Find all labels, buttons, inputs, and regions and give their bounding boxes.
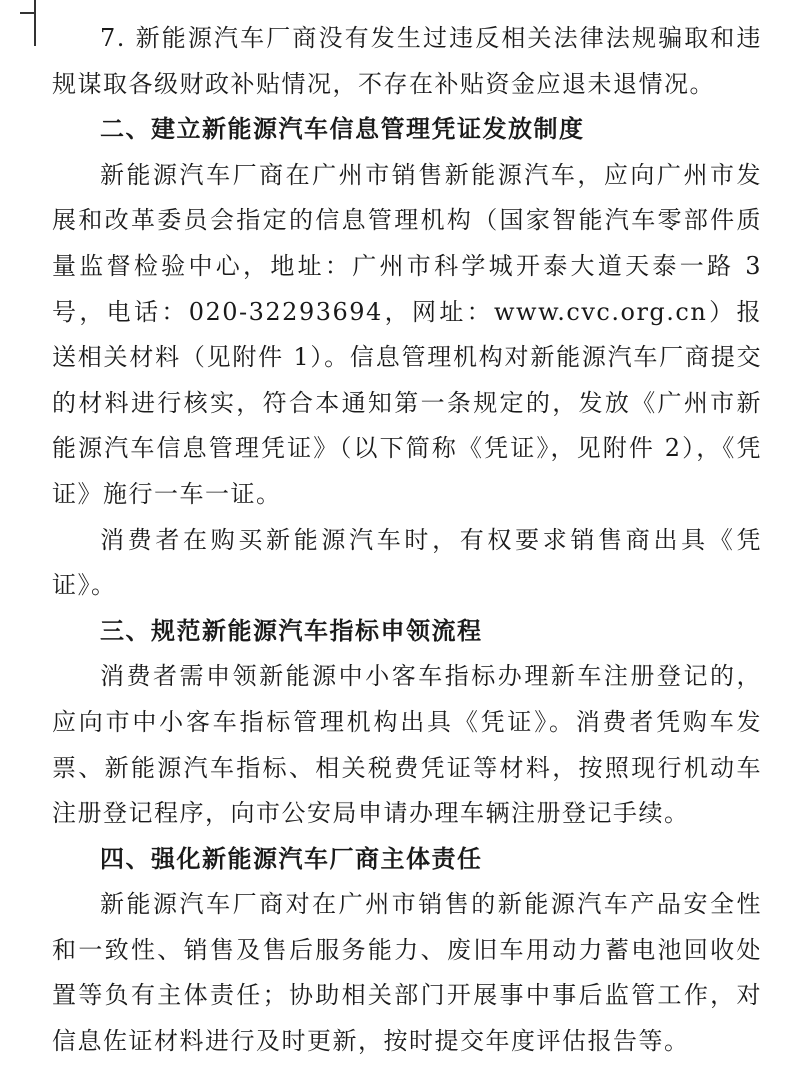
section-3-paragraph-1: 消费者需申领新能源中小客车指标办理新车注册登记的，应向市中小客车指标管理机构出具《凭证》。消费者凭购车发票、新能源汽车指标、相关税费凭证等材料，按照现行机动车注册登记程序，向市公安局申请办理车辆注册登记手续。 xyxy=(52,662,762,828)
section-2-paragraph-1: 新能源汽车厂商在广州市销售新能源汽车，应向广州市发展和改革委员会指定的信息管理机构（国家智能汽车零部件质量监督检验中心，地址：广州市科学城开泰大道天泰一路 3 号，电话：020-32293694，网址：www.cvc.org.cn）报送相关材料（见附件 1）。信息管理机构对新能源汽车厂商提交的材料进行核实，符合本通知第一条规定的，发放《广州市新能源汽车信息管理凭证》（以下简称《凭证》，见附件 2），《凭证》施行一车一证。 xyxy=(52,160,762,508)
text-cursor-mark xyxy=(34,0,36,46)
section-4-paragraph-1: 新能源汽车厂商对在广州市销售的新能源汽车产品安全性和一致性、销售及售后服务能力、废旧车用动力蓄电池回收处置等负有主体责任；协助相关部门开展事中事后监管工作，对信息佐证材料进行及时更新，按时提交年度评估报告等。 xyxy=(52,890,762,1056)
section-3-heading: 三、规范新能源汽车指标申领流程 xyxy=(100,616,483,645)
document-body xyxy=(52,16,762,1065)
section-4-heading: 四、强化新能源汽车厂商主体责任 xyxy=(100,844,483,873)
section-2-paragraph-2: 消费者在购买新能源汽车时，有权要求销售商出具《凭证》。 xyxy=(52,525,762,600)
clause-7-paragraph: 7. 新能源汽车厂商没有发生过违反相关法律法规骗取和违规谋取各级财政补贴情况，不存在补贴资金应退未退情况。 xyxy=(52,24,762,98)
section-2-heading: 二、建立新能源汽车信息管理凭证发放制度 xyxy=(100,115,585,144)
